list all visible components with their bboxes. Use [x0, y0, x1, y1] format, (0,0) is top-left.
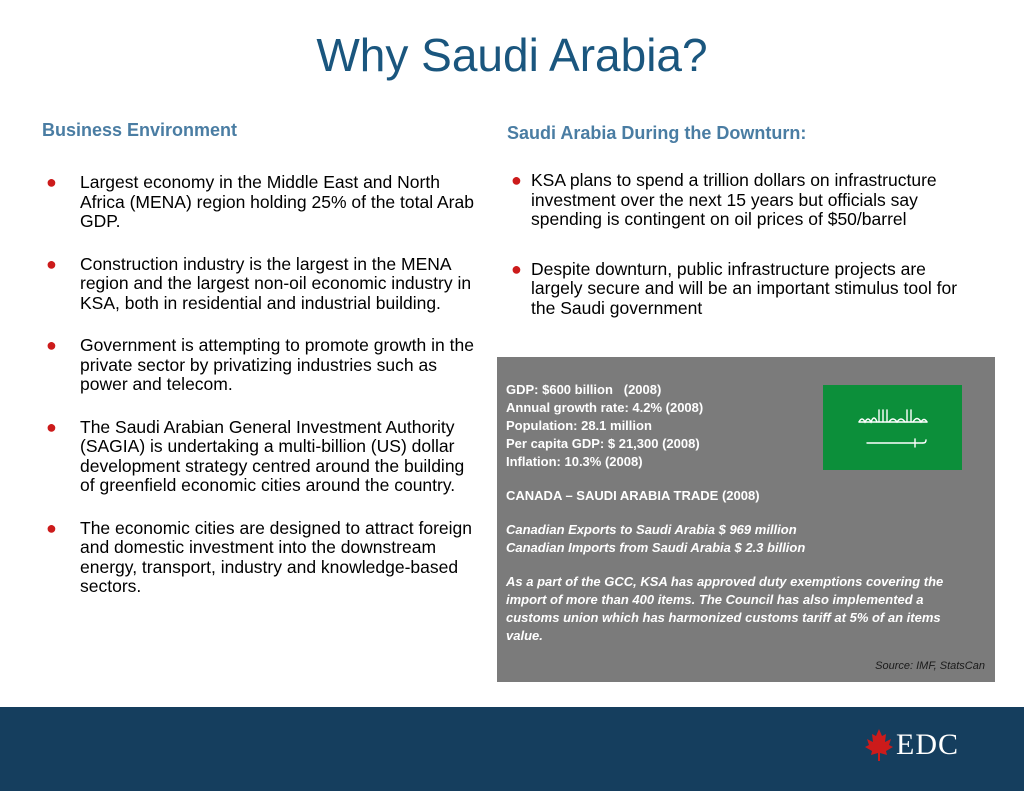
bullet-icon: ● — [46, 335, 57, 355]
bullet-icon: ● — [511, 258, 522, 279]
gdp-stat: GDP: $600 billion (2008) — [506, 382, 662, 397]
stats-box — [497, 357, 995, 682]
saudi-flag-graphic — [823, 385, 962, 470]
population-stat: Population: 28.1 million — [506, 418, 652, 433]
bullet-icon: ● — [46, 253, 57, 274]
saudi-flag-icon — [823, 385, 962, 470]
list-item — [46, 418, 476, 496]
footer-bar — [0, 707, 1024, 791]
bullet-text: KSA plans to spend a trillion dollars on infrastructure investment over the next 15 years but officials say spending is contingent on oil prices of $50/barrel — [531, 170, 937, 229]
bullet-icon: ● — [46, 416, 57, 437]
bullet-icon: ● — [46, 517, 57, 538]
trade-heading: CANADA – SAUDI ARABIA TRADE (2008) — [506, 488, 760, 503]
list-item — [46, 255, 476, 314]
bullet-text: Largest economy in the Middle East and North Africa (MENA) region holding 25% of the total Arab GDP. — [80, 172, 474, 231]
exports-stat: Canadian Exports to Saudi Arabia $ 969 million — [506, 522, 797, 537]
downturn-heading: Saudi Arabia During the Downturn: — [507, 123, 807, 143]
list-item — [511, 171, 981, 230]
inflation-stat: Inflation: 10.3% (2008) — [506, 454, 643, 469]
edc-logo[interactable] — [864, 725, 959, 765]
bullet-text: Government is attempting to promote growth in the private sector by privatizing industries such as power and telecom. — [80, 335, 474, 394]
bullet-text: Despite downturn, public infrastructure projects are largely secure and will be an important stimulus tool for the Saudi government — [531, 258, 958, 318]
business-environment-list — [46, 173, 476, 620]
per-capita-stat: Per capita GDP: $ 21,300 (2008) — [506, 436, 700, 451]
maple-leaf-icon — [864, 727, 894, 763]
list-item — [46, 519, 476, 597]
logo-text: EDC — [896, 728, 959, 761]
list-item — [46, 173, 476, 232]
source-note: Source: IMF, StatsCan — [875, 660, 985, 672]
bullet-icon: ● — [46, 172, 57, 192]
business-environment-heading: Business Environment — [42, 120, 238, 140]
growth-stat: Annual growth rate: 4.2% (2008) — [506, 400, 704, 415]
page-title: Why Saudi Arabia? — [316, 29, 708, 81]
bullet-text: The economic cities are designed to attract foreign and domestic investment into the downstream energy, transport, industry and knowledge-based sectors. — [80, 517, 473, 596]
downturn-list — [511, 171, 981, 348]
gcc-note: As a part of the GCC, KSA has approved duty exemptions covering the import of more than 400 items. The Council has also implemented a customs union which has harmonized customs tariff at 5% of an items value. — [506, 574, 944, 643]
bullet-icon: ● — [511, 170, 522, 190]
bullet-text: Construction industry is the largest in the MENA region and the largest non-oil economic industry in KSA, both in residential and industrial building. — [80, 253, 472, 313]
bullet-text: The Saudi Arabian General Investment Authority (SAGIA) is undertaking a multi-billion (US) dollar development strategy centred around the building of greenfield economic cities around the country. — [80, 416, 465, 495]
list-item — [511, 260, 981, 319]
imports-stat: Canadian Imports from Saudi Arabia $ 2.3 billion — [506, 540, 806, 555]
list-item — [46, 336, 476, 395]
